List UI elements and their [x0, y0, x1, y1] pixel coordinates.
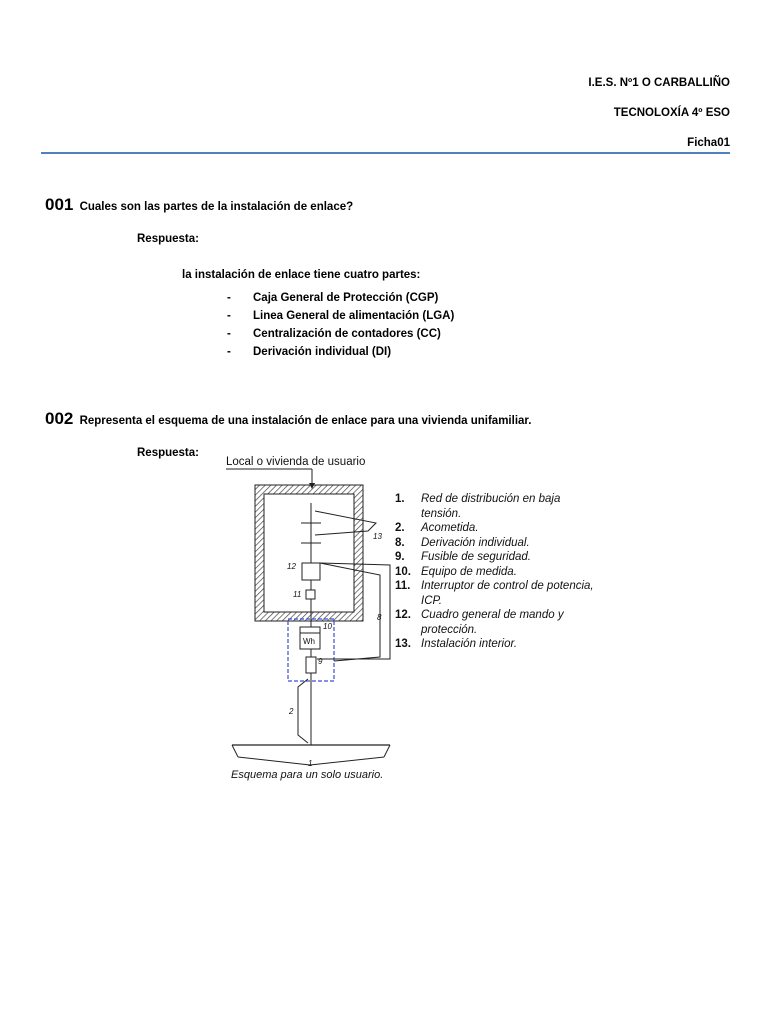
- legend-item: 13. Instalación interior.: [395, 638, 518, 650]
- diagram-caption: Esquema para un solo usuario.: [231, 769, 384, 781]
- answer-2-label: Respuesta:: [137, 447, 199, 459]
- legend-item: 8. Derivación individual.: [395, 536, 530, 549]
- answer-1-label: Respuesta:: [137, 233, 199, 245]
- meter-label: Wh: [303, 637, 315, 646]
- label-1: 1: [308, 759, 313, 768]
- sheet-id: Ficha01: [687, 137, 730, 149]
- icp-box: [306, 590, 315, 599]
- question-2-number: 002: [45, 409, 74, 428]
- label-12: 12: [287, 562, 296, 571]
- legend-item: 11. Interruptor de control de potencia, ICP.: [395, 580, 594, 607]
- diagram-top-label: Local o vivienda de usuario: [226, 456, 366, 468]
- question-1-number: 001: [45, 195, 74, 214]
- label-13: 13: [373, 532, 382, 541]
- legend-item: 2. Acometida.: [395, 522, 479, 534]
- header-divider: [41, 152, 730, 154]
- legend-item: 9. Fusible de seguridad.: [395, 551, 531, 563]
- list-item: - Caja General de Protección (CGP): [227, 292, 439, 304]
- main-panel-box: [302, 563, 320, 580]
- question-2-text: Representa el esquema de una instalación de enlace para una vivienda unifamiliar.: [79, 415, 532, 427]
- list-item: - Centralización de contadores (CC): [227, 328, 441, 340]
- diagram-legend: [395, 492, 601, 652]
- course-name: TECNOLOXÍA 4º ESO: [613, 107, 730, 119]
- label-9: 9: [318, 657, 323, 666]
- label-2: 2: [289, 707, 294, 716]
- fuse-box: [306, 657, 316, 673]
- school-name: I.E.S. Nº1 O CARBALLIÑO: [588, 77, 730, 89]
- document-header: [588, 68, 730, 158]
- label-8: 8: [377, 613, 382, 622]
- answer-1-intro: la instalación de enlace tiene cuatro partes:: [182, 269, 421, 281]
- label-11: 11: [293, 590, 302, 599]
- question-2: [45, 409, 531, 429]
- question-1-text: Cuales son las partes de la instalación de enlace?: [79, 201, 354, 213]
- legend-item: 1. Red de distribución en baja tensión.: [395, 493, 561, 520]
- list-item: - Derivación individual (DI): [227, 346, 392, 358]
- legend-item: 10. Equipo de medida.: [395, 565, 517, 578]
- label-10: 10: [323, 622, 332, 631]
- question-1: [45, 195, 353, 215]
- legend-item: 12. Cuadro general de mando y protección.: [395, 609, 564, 636]
- list-item: - Linea General de alimentación (LGA): [227, 310, 455, 322]
- answer-1-list: [227, 289, 454, 361]
